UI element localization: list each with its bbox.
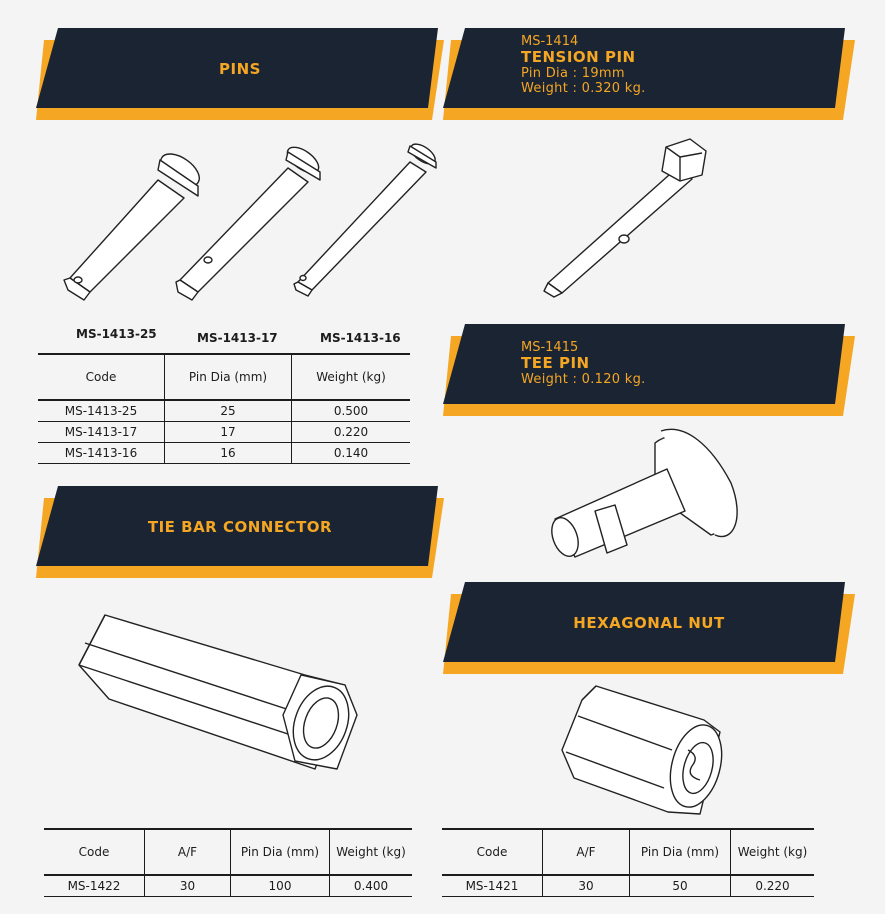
pins-banner	[36, 28, 444, 120]
pins-th-code: Code	[38, 354, 165, 400]
tension-pin-banner-shape	[443, 28, 855, 120]
tie-bar-th-af: A/F	[145, 829, 231, 875]
hex-nut-cell: 50	[630, 875, 731, 897]
tee-pin-weight: Weight : 0.120 kg.	[521, 372, 646, 387]
hex-nut-cell: 0.220	[731, 875, 815, 897]
pin-label-16: MS-1413-16	[320, 331, 401, 345]
pins-cell: 16	[165, 443, 292, 464]
hex-nut-cell: 30	[543, 875, 630, 897]
table-row	[38, 400, 410, 422]
pins-cell: 17	[165, 422, 292, 443]
hex-nut-illustration	[560, 680, 730, 825]
tee-pin-illustration	[535, 425, 745, 575]
tie-bar-th-dia: Pin Dia (mm)	[231, 829, 330, 875]
pins-cell: 0.140	[292, 443, 411, 464]
tie-bar-banner	[36, 486, 444, 578]
hex-nut-th-weight: Weight (kg)	[731, 829, 815, 875]
pin-label-17: MS-1413-17	[197, 331, 278, 345]
tie-bar-cell: 100	[231, 875, 330, 897]
table-row	[44, 875, 412, 897]
tension-pin-code: MS-1414	[521, 34, 579, 49]
pins-cell: 0.220	[292, 422, 411, 443]
hex-nut-th-code: Code	[442, 829, 543, 875]
pin-label-25: MS-1413-25	[76, 327, 157, 341]
tension-pin-weight: Weight : 0.320 kg.	[521, 81, 646, 96]
tension-pin-title: TENSION PIN	[521, 48, 636, 66]
pins-cell: MS-1413-17	[38, 422, 165, 443]
pins-illustration	[60, 140, 450, 310]
pins-cell: 25	[165, 400, 292, 422]
hex-nut-th-af: A/F	[543, 829, 630, 875]
tension-pin-banner	[443, 28, 855, 120]
tee-pin-title: TEE PIN	[521, 354, 590, 372]
tension-pin-illustration	[530, 135, 720, 305]
tie-bar-cell: 0.400	[330, 875, 413, 897]
table-row	[38, 422, 410, 443]
hex-nut-th-dia: Pin Dia (mm)	[630, 829, 731, 875]
hex-nut-cell: MS-1421	[442, 875, 543, 897]
pins-cell: 0.500	[292, 400, 411, 422]
tie-bar-title: TIE BAR CONNECTOR	[147, 518, 333, 536]
tension-pin-dia: Pin Dia : 19mm	[521, 66, 625, 81]
tee-pin-code: MS-1415	[521, 340, 579, 355]
tie-bar-th-weight: Weight (kg)	[330, 829, 413, 875]
hex-nut-banner	[443, 582, 855, 674]
pins-table	[38, 353, 410, 464]
tee-pin-banner-shape	[443, 324, 855, 416]
tie-bar-th-code: Code	[44, 829, 145, 875]
pins-cell: MS-1413-25	[38, 400, 165, 422]
table-row	[38, 443, 410, 464]
pins-cell: MS-1413-16	[38, 443, 165, 464]
tee-pin-banner	[443, 324, 855, 416]
hex-nut-title: HEXAGONAL NUT	[573, 614, 725, 632]
table-row	[442, 875, 814, 897]
tie-bar-table	[44, 828, 412, 897]
pins-th-weight: Weight (kg)	[292, 354, 411, 400]
pins-title: PINS	[219, 60, 261, 78]
pins-th-dia: Pin Dia (mm)	[165, 354, 292, 400]
tie-bar-illustration	[75, 605, 360, 775]
hex-nut-table	[442, 828, 814, 897]
tie-bar-cell: 30	[145, 875, 231, 897]
tie-bar-cell: MS-1422	[44, 875, 145, 897]
